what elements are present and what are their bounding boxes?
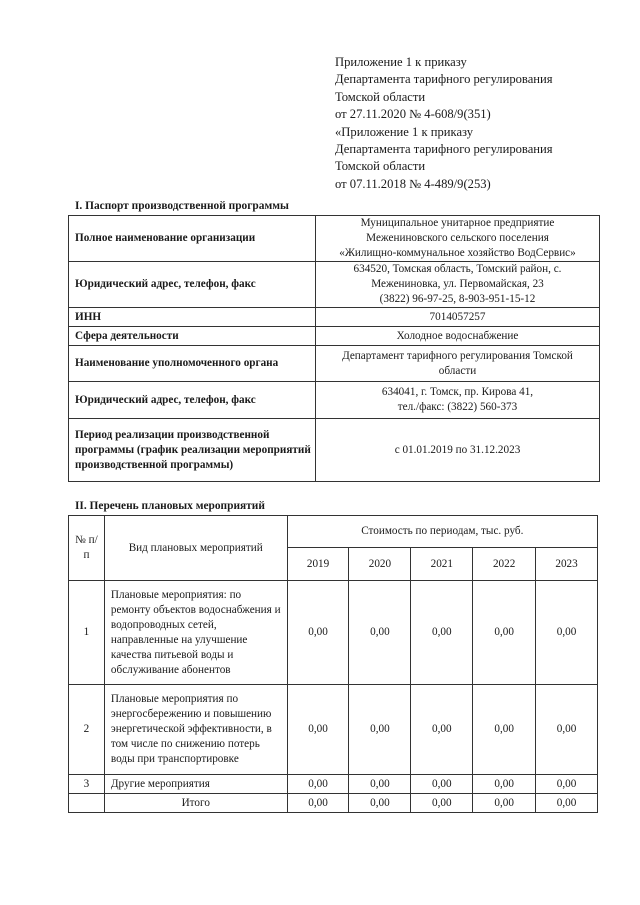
row-name: Плановые мероприятия: по ремонту объектов водоснабжения и водопроводных сетей, направленные на улучшение качества питьевой воды и обслуживание абонентов	[104, 581, 287, 685]
row-number: 2	[69, 685, 105, 775]
row-label: Сфера деятельности	[69, 327, 316, 346]
row-value: Холодное водоснабжение	[316, 327, 600, 346]
header-line: Департамента тарифного регулирования	[335, 72, 553, 87]
value-line: 634520, Томская область, Томский район, с.	[353, 263, 562, 275]
value-line: 634041, г. Томск, пр. Кирова 41,	[381, 386, 534, 398]
row-value: 7014057257	[316, 308, 600, 327]
header-line: «Приложение 1 к приказу	[335, 124, 474, 139]
row-value	[316, 346, 600, 382]
row-label: Юридический адрес, телефон, факс	[69, 262, 316, 308]
passport-table	[68, 215, 600, 482]
col-header-year: 2021	[411, 548, 473, 581]
col-header-cost: Стоимость по периодам, тыс. руб.	[287, 516, 597, 548]
row-value: с 01.01.2019 по 31.12.2023	[316, 419, 600, 482]
plan-table	[68, 515, 598, 813]
table-row	[69, 419, 600, 482]
row-value: 0,00	[473, 775, 536, 794]
row-label: Период реализации производственной программы (график реализации мероприятий производственной программы)	[69, 419, 316, 482]
table-row	[69, 775, 598, 794]
col-header-year: 2019	[287, 548, 349, 581]
row-value: 0,00	[473, 581, 536, 685]
total-label: Итого	[104, 794, 287, 813]
value-line: тел./факс: (3822) 560-373	[397, 401, 518, 413]
row-value: 0,00	[536, 775, 598, 794]
order-reference-header	[335, 54, 553, 193]
col-header-name: Вид плановых мероприятий	[104, 516, 287, 581]
header-line: Томской области	[335, 159, 426, 174]
table-row	[69, 327, 600, 346]
value-line: Межениновка, ул. Первомайская, 23	[371, 278, 544, 290]
table-row	[69, 685, 598, 775]
value-line: Межениновского сельского поселения	[366, 232, 549, 244]
row-value: 0,00	[536, 581, 598, 685]
col-header-year: 2020	[349, 548, 411, 581]
header-line: от 07.11.2018 № 4-489/9(253)	[335, 176, 491, 191]
total-value: 0,00	[536, 794, 598, 813]
col-header-year: 2022	[473, 548, 536, 581]
table-row	[69, 262, 600, 308]
row-name: Плановые мероприятия по энергосбережению и повышению энергетической эффективности, в том числе по снижению потерь воды при транспортировке	[104, 685, 287, 775]
col-header-year: 2023	[536, 548, 598, 581]
total-value: 0,00	[287, 794, 349, 813]
row-value	[316, 262, 600, 308]
col-header-number: № п/п	[69, 516, 105, 581]
total-value: 0,00	[349, 794, 411, 813]
row-number: 1	[69, 581, 105, 685]
row-value: 0,00	[473, 685, 536, 775]
row-value	[316, 216, 600, 262]
row-value: 0,00	[287, 775, 349, 794]
row-value: 0,00	[349, 581, 411, 685]
table-row	[69, 216, 600, 262]
total-value: 0,00	[473, 794, 536, 813]
row-number: 3	[69, 775, 105, 794]
header-line: Департамента тарифного регулирования	[335, 141, 553, 156]
header-line: Приложение 1 к приказу	[335, 55, 467, 69]
table-row	[69, 346, 600, 382]
total-value: 0,00	[411, 794, 473, 813]
row-label: Юридический адрес, телефон, факс	[69, 382, 316, 419]
row-name: Другие мероприятия	[104, 775, 287, 794]
header-line: от 27.11.2020 № 4-608/9(351)	[335, 107, 491, 122]
value-line: области	[438, 364, 477, 377]
header-line: Томской области	[335, 89, 426, 104]
plan-section-title: II. Перечень плановых мероприятий	[75, 500, 265, 512]
table-row	[69, 382, 600, 419]
value-line: Департамент тарифного регулирования Томской	[342, 349, 573, 362]
row-label: Наименование уполномоченного органа	[69, 346, 316, 382]
table-row	[69, 581, 598, 685]
value-line: Муниципальное унитарное предприятие	[360, 217, 555, 229]
row-value: 0,00	[287, 685, 349, 775]
row-label: ИНН	[69, 308, 316, 327]
value-line: «Жилищно-коммунальное хозяйство ВодСервис»	[339, 247, 576, 259]
table-header-row	[69, 516, 598, 548]
row-value: 0,00	[349, 685, 411, 775]
row-value: 0,00	[536, 685, 598, 775]
row-value: 0,00	[411, 775, 473, 794]
passport-section-title: I. Паспорт производственной программы	[75, 200, 289, 212]
value-line: (3822) 96-97-25, 8-903-951-15-12	[379, 293, 536, 305]
row-value: 0,00	[349, 775, 411, 794]
row-value: 0,00	[411, 685, 473, 775]
total-row	[69, 794, 598, 813]
row-value: 0,00	[287, 581, 349, 685]
table-row	[69, 308, 600, 327]
row-value: 0,00	[411, 581, 473, 685]
row-label: Полное наименование организации	[69, 216, 316, 262]
row-number	[69, 794, 105, 813]
row-value	[316, 382, 600, 419]
